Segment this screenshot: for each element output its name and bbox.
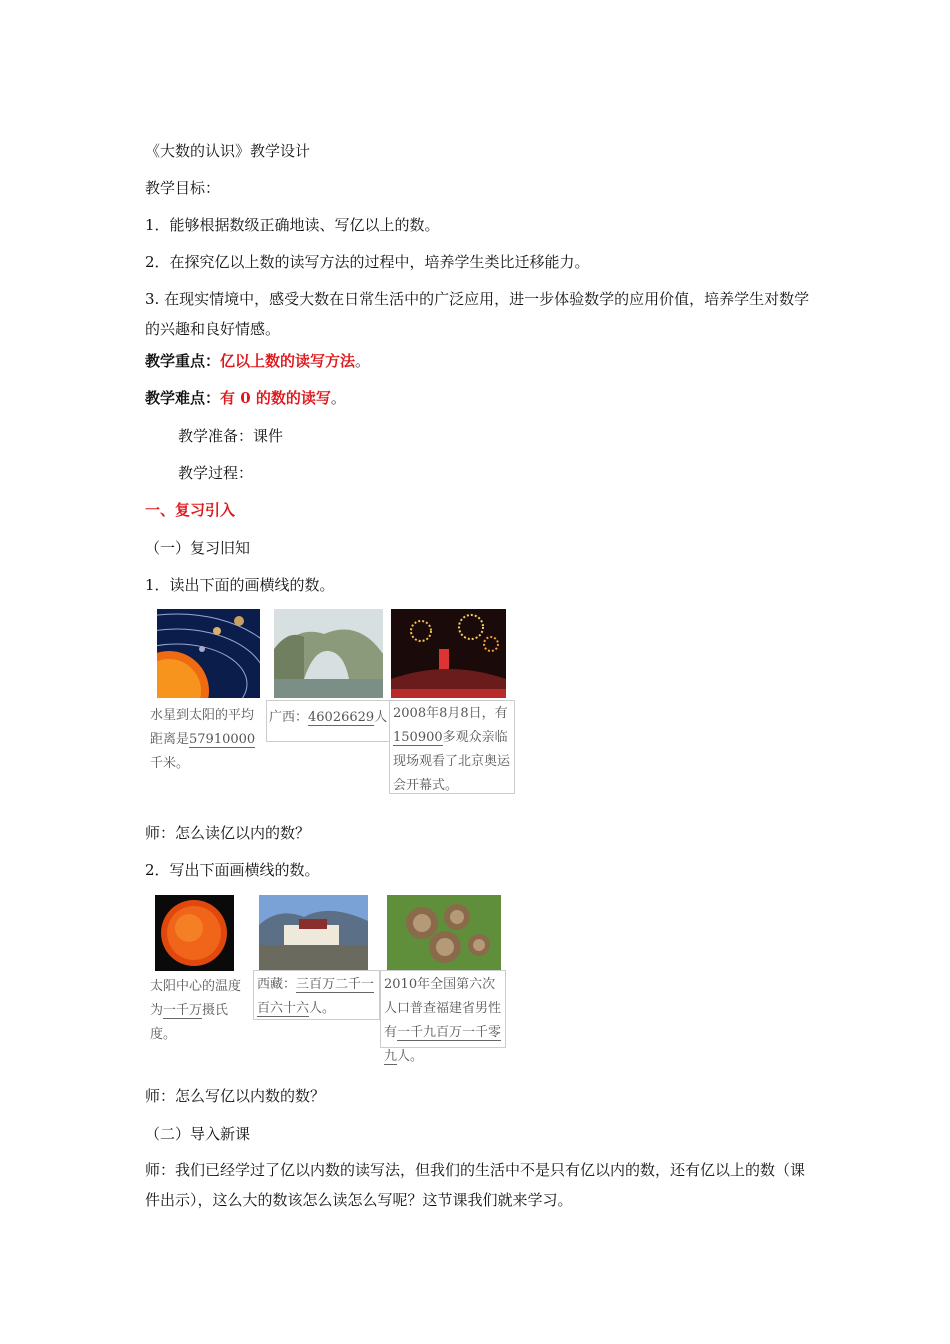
section-heading: 一、复习引入 <box>145 501 236 519</box>
underlined-number: 57910000 <box>189 732 256 747</box>
underlined-number: 46026629 <box>308 710 375 725</box>
caption-olympics <box>393 702 513 798</box>
difficulty <box>145 387 346 409</box>
caption-post: 人 <box>374 710 388 725</box>
teacher-question-2: 师：怎么写亿以内数的数？ <box>145 1087 326 1105</box>
tulou-icon <box>387 895 501 971</box>
subsection-review: （一）复习旧知 <box>145 539 251 557</box>
caption-sun <box>150 975 242 1047</box>
difficulty-label: 教学难点： <box>145 389 221 407</box>
fireworks-icon <box>391 609 506 698</box>
caption-pre: 2008年8月8日，有 <box>393 706 508 721</box>
caption-pre: 水星到太阳的平均距离是 <box>150 708 255 747</box>
underlined-number: 三百万二千一百六十六 <box>257 977 375 1016</box>
elephant-trunk-hill-image <box>274 609 383 698</box>
key-point-end: 。 <box>355 352 371 370</box>
preparation: 教学准备：课件 <box>178 427 284 445</box>
solar-system-image <box>157 609 260 698</box>
objective-2: 2．在探究亿以上数的读写方法的过程中，培养学生类比迁移能力。 <box>145 253 590 271</box>
document-title: 《大数的认识》教学设计 <box>145 142 311 160</box>
caption-pre: 2010年全国第六次人口普查福建省男性有 <box>384 977 502 1040</box>
solar-system-icon <box>157 609 260 698</box>
caption-post: 多观众亲临现场观看了北京奥运会开幕式。 <box>393 730 511 793</box>
underlined-number: 150900 <box>393 730 443 745</box>
sun-icon <box>155 895 234 971</box>
underlined-number: 一千万 <box>163 1003 203 1018</box>
potala-palace-image <box>259 895 368 971</box>
difficulty-value: 有 0 的数的读写 <box>220 389 331 407</box>
caption-tibet <box>257 973 375 1021</box>
caption-post: 人。 <box>309 1001 336 1016</box>
underlined-number: 一千九百万一千零九 <box>384 1025 502 1064</box>
objective-3: 3. 在现实情境中，感受大数在日常生活中的广泛应用，进一步体验数学的应用价值，培养学生对数学的兴趣和良好情感。 <box>145 290 810 338</box>
caption-post: 千米。 <box>150 756 190 771</box>
process-heading: 教学过程： <box>178 464 254 482</box>
task-1: 1．读出下面的画横线的数。 <box>145 576 335 594</box>
difficulty-end: 。 <box>330 389 346 407</box>
sun-image <box>155 895 234 971</box>
caption-post: 人。 <box>397 1049 424 1064</box>
tulou-image <box>387 895 501 971</box>
caption-pre: 广西： <box>269 710 309 725</box>
caption-fujian <box>384 973 502 1069</box>
task-2: 2．写出下面画横线的数。 <box>145 861 320 879</box>
caption-pre: 西藏： <box>257 977 297 992</box>
objective-1: 1．能够根据数级正确地读、写亿以上的数。 <box>145 216 440 234</box>
teacher-question-1: 师：怎么读亿以内的数？ <box>145 824 311 842</box>
key-point <box>145 350 370 372</box>
landscape-icon <box>274 609 383 698</box>
key-point-label: 教学重点： <box>145 352 221 370</box>
palace-icon <box>259 895 368 971</box>
olympic-fireworks-image <box>391 609 506 698</box>
key-point-value: 亿以上数的读写方法 <box>220 352 356 370</box>
objectives-heading: 教学目标： <box>145 179 221 197</box>
caption-guangxi <box>269 706 389 730</box>
caption-post: 摄氏度。 <box>150 1003 229 1042</box>
subsection-intro: （二）导入新课 <box>145 1125 251 1143</box>
caption-mercury <box>150 704 260 776</box>
intro-paragraph: 师：我们已经学过了亿以内数的读写法，但我们的生活中不是只有亿以内的数，还有亿以上的数（课件出示），这么大的数该怎么读怎么写呢？这节课我们就来学习。 <box>145 1161 806 1209</box>
caption-pre: 太阳中心的温度为 <box>150 979 242 1018</box>
